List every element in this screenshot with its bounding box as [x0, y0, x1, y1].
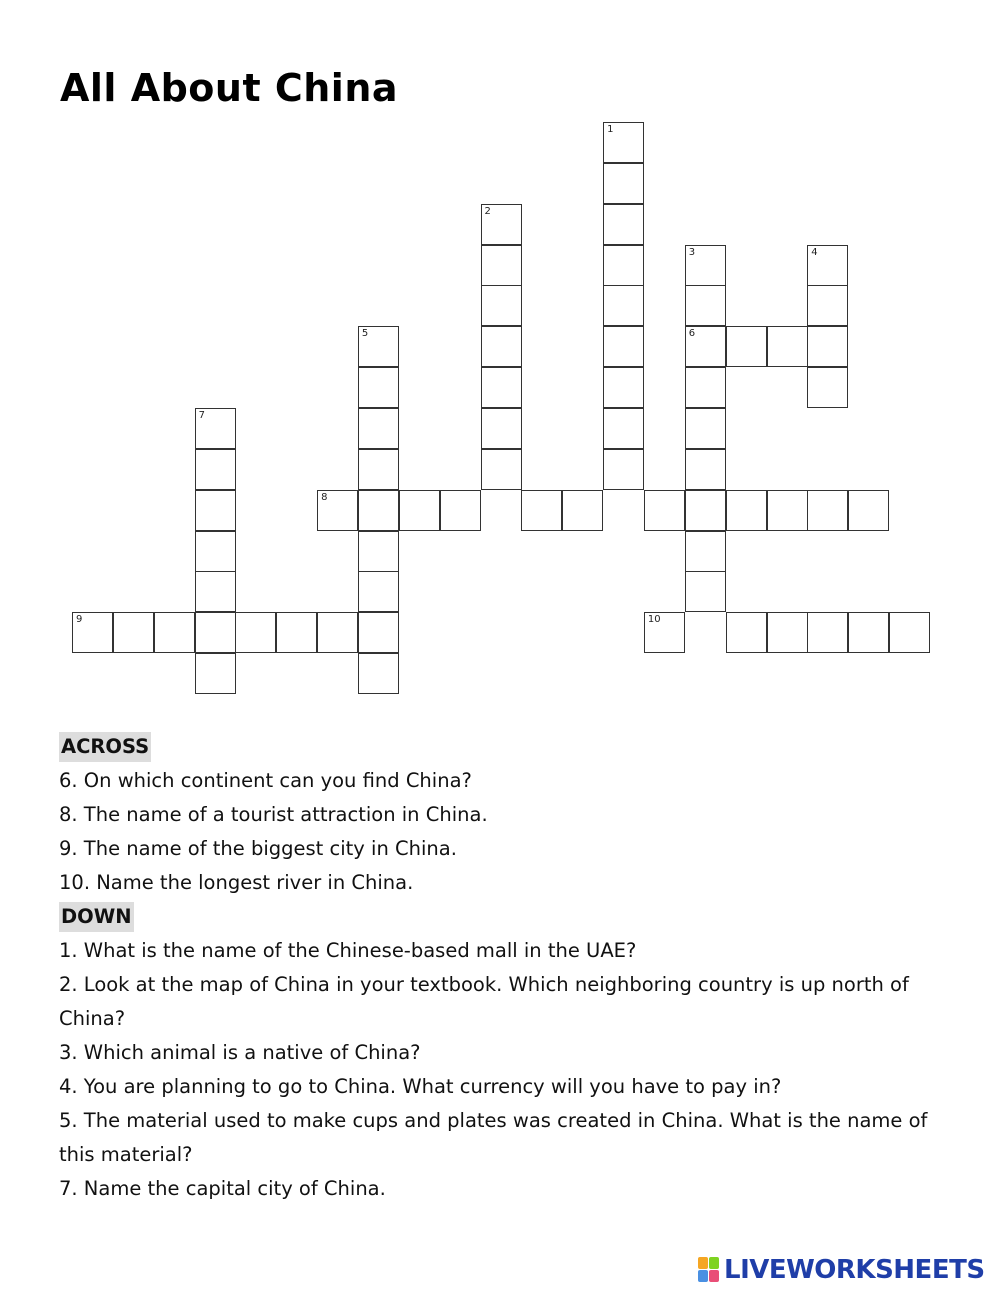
crossword-cell[interactable]: [807, 612, 848, 653]
crossword-cell[interactable]: [726, 490, 767, 531]
crossword-cell[interactable]: [481, 408, 522, 449]
crossword-cell[interactable]: [562, 490, 603, 531]
clue-number: 3: [688, 246, 696, 258]
down-clue-1: 1. What is the name of the Chinese-based mall in the UAE?: [59, 939, 637, 962]
crossword-cell[interactable]: [726, 612, 767, 653]
crossword-cell[interactable]: [235, 612, 276, 653]
crossword-cell[interactable]: [685, 449, 726, 490]
clue-number: 4: [811, 246, 818, 258]
crossword-cell[interactable]: [603, 285, 644, 326]
crossword-cell[interactable]: [603, 245, 644, 286]
crossword-cell[interactable]: [317, 612, 358, 653]
clue-number: 8: [321, 491, 328, 503]
crossword-cell-7[interactable]: [195, 408, 236, 449]
across-clue-9: 9. The name of the biggest city in China.: [59, 837, 457, 860]
crossword-cell[interactable]: [481, 326, 522, 367]
across-clue-10: 10. Name the longest river in China.: [59, 871, 414, 894]
crossword-cell[interactable]: [767, 612, 808, 653]
crossword-cell[interactable]: [195, 449, 236, 490]
crossword-cell[interactable]: [603, 163, 644, 204]
across-heading: ACROSS: [59, 732, 151, 762]
crossword-cell[interactable]: [726, 326, 767, 367]
crossword-cell-6[interactable]: [685, 326, 726, 367]
crossword-cell[interactable]: [848, 490, 889, 531]
crossword-cell[interactable]: [195, 653, 236, 694]
crossword-cell[interactable]: [603, 367, 644, 408]
crossword-cell[interactable]: [358, 653, 399, 694]
clue-number: 2: [484, 205, 491, 217]
crossword-cell[interactable]: [767, 490, 808, 531]
crossword-cell[interactable]: [603, 449, 644, 490]
crossword-cell[interactable]: [481, 367, 522, 408]
crossword-cell-3[interactable]: [685, 245, 726, 286]
crossword-cell-4[interactable]: [807, 245, 848, 286]
crossword-cell[interactable]: [807, 490, 848, 531]
down-clue-5: 5. The material used to make cups and plates was created in China. What is the name of this material?: [59, 1109, 928, 1166]
down-section: [59, 900, 939, 1206]
down-clue-2: 2. Look at the map of China in your textbook. Which neighboring country is up north of China?: [59, 973, 909, 1030]
crossword-cell[interactable]: [644, 490, 685, 531]
clue-number: 5: [361, 328, 369, 340]
down-clue-7: 7. Name the capital city of China.: [59, 1177, 386, 1200]
crossword-cell[interactable]: [767, 326, 808, 367]
liveworksheets-logo-text: LIVEWORKSHEETS: [724, 1255, 985, 1285]
crossword-cell[interactable]: [685, 531, 726, 572]
crossword-cell-5[interactable]: [358, 326, 399, 367]
clue-number: 9: [76, 614, 83, 626]
clue-number: 1: [607, 124, 614, 135]
down-clue-4: 4. You are planning to go to China. What currency will you have to pay in?: [59, 1075, 782, 1098]
crossword-cell[interactable]: [399, 490, 440, 531]
crossword-cell[interactable]: [358, 449, 399, 490]
clue-number: 7: [198, 409, 205, 421]
liveworksheets-logo: [698, 1252, 985, 1288]
crossword-cell[interactable]: [685, 571, 726, 612]
crossword-cell[interactable]: [358, 571, 399, 612]
crossword-cell[interactable]: [685, 408, 726, 449]
crossword-cell[interactable]: [195, 490, 236, 531]
down-heading: DOWN: [59, 902, 134, 932]
across-section: [59, 730, 939, 900]
clues-section: [59, 730, 939, 1206]
liveworksheets-logo-icon: [698, 1257, 720, 1283]
crossword-cell[interactable]: [276, 612, 317, 653]
crossword-cell-2[interactable]: [481, 204, 522, 245]
crossword-cell[interactable]: [358, 490, 399, 531]
across-clue-6: 6. On which continent can you find China?: [59, 769, 472, 792]
crossword-cell-8[interactable]: [317, 490, 358, 531]
down-clue-3: 3. Which animal is a native of China?: [59, 1041, 421, 1064]
crossword-cell[interactable]: [807, 285, 848, 326]
clue-number: 10: [647, 614, 661, 626]
crossword-cell[interactable]: [358, 367, 399, 408]
crossword-cell[interactable]: [195, 531, 236, 572]
crossword-cell[interactable]: [807, 367, 848, 408]
page-title: All About China: [60, 66, 399, 110]
crossword-cell[interactable]: [603, 408, 644, 449]
crossword-cell[interactable]: [807, 326, 848, 367]
crossword-cell[interactable]: [154, 612, 195, 653]
across-clue-8: 8. The name of a tourist attraction in China.: [59, 803, 488, 826]
crossword-cell[interactable]: [481, 449, 522, 490]
crossword-cell[interactable]: [685, 285, 726, 326]
crossword-cell-1[interactable]: [603, 122, 644, 163]
crossword-cell[interactable]: [685, 367, 726, 408]
crossword-cell[interactable]: [195, 571, 236, 612]
crossword-cell[interactable]: [481, 285, 522, 326]
crossword-cell[interactable]: [195, 612, 236, 653]
crossword-cell[interactable]: [358, 612, 399, 653]
crossword-cell-10[interactable]: [644, 612, 685, 653]
crossword-cell-9[interactable]: [72, 612, 113, 653]
crossword-cell[interactable]: [685, 490, 726, 531]
crossword-cell[interactable]: [889, 612, 930, 653]
crossword-cell[interactable]: [481, 245, 522, 286]
crossword-cell[interactable]: [603, 204, 644, 245]
crossword-cell[interactable]: [440, 490, 481, 531]
crossword-cell[interactable]: [113, 612, 154, 653]
crossword-cell[interactable]: [358, 531, 399, 572]
crossword-cell[interactable]: [603, 326, 644, 367]
crossword-cell[interactable]: [358, 408, 399, 449]
clue-number: 6: [688, 328, 696, 340]
crossword-cell[interactable]: [848, 612, 889, 653]
crossword-cell[interactable]: [521, 490, 562, 531]
